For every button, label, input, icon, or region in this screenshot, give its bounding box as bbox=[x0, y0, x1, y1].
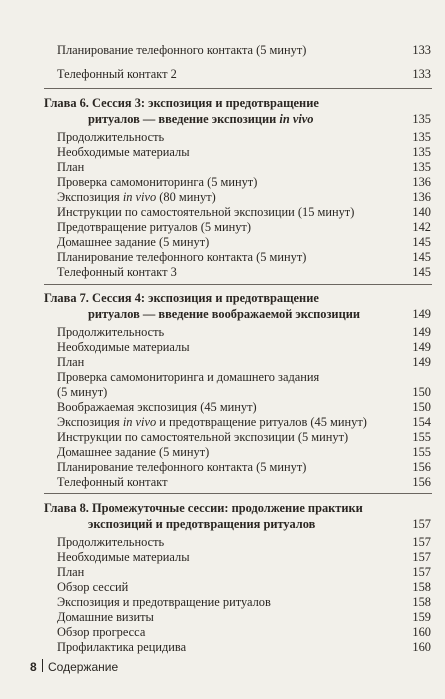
toc-entry-page: 145 bbox=[412, 235, 431, 249]
toc-entry-label: Домашнее задание (5 минут) bbox=[57, 235, 210, 249]
chapter-page: 149 bbox=[412, 307, 431, 321]
toc-entry-label: Обзор сессий bbox=[57, 580, 129, 594]
chapter-page: 157 bbox=[412, 517, 431, 531]
toc-entry-label: Телефонный контакт 2 bbox=[57, 67, 177, 81]
toc-entry-label: Планирование телефонного контакта (5 минут) bbox=[57, 43, 307, 57]
toc-entry-page: 157 bbox=[412, 550, 431, 564]
toc-entry-label: Экспозиция in vivo и предотвращение ритуалов (45 минут) bbox=[57, 415, 367, 429]
toc-entry-page: 142 bbox=[412, 220, 431, 234]
toc-entry-label: Инструкции по самостоятельной экспозиции (15 минут) bbox=[57, 205, 355, 219]
toc-entry-label: Профилактика рецидива bbox=[57, 640, 187, 654]
toc-entry-label: Телефонный контакт 3 bbox=[57, 265, 177, 279]
section-divider bbox=[44, 88, 432, 89]
toc-entry-label: Необходимые материалы bbox=[57, 550, 190, 564]
footer-divider bbox=[42, 659, 43, 672]
running-footer: Содержание bbox=[48, 660, 119, 674]
toc-entry-label: План bbox=[57, 355, 85, 369]
toc-entry-page: 136 bbox=[412, 190, 431, 204]
section-divider bbox=[44, 493, 432, 494]
toc-entry-page: 157 bbox=[412, 565, 431, 579]
toc-entry-label: Воображаемая экспозиция (45 минут) bbox=[57, 400, 257, 414]
toc-entry-page: 135 bbox=[412, 145, 431, 159]
toc-entry-page: 150 bbox=[412, 400, 431, 414]
toc-entry-label: Инструкции по самостоятельной экспозиции (5 минут) bbox=[57, 430, 349, 444]
toc-entry-page: 159 bbox=[412, 610, 431, 624]
toc-entry-page: 133 bbox=[412, 67, 431, 81]
toc-entry-page: 140 bbox=[412, 205, 431, 219]
toc-entry-page: 160 bbox=[412, 640, 431, 654]
toc-entry-page: 158 bbox=[412, 595, 431, 609]
chapter-title: Глава 7. Сессия 4: экспозиция и предотвращение bbox=[44, 291, 319, 305]
toc-entry-page: 156 bbox=[412, 475, 431, 489]
toc-entry-page: 157 bbox=[412, 535, 431, 549]
toc-entry-page: 145 bbox=[412, 250, 431, 264]
toc-entry-label: Планирование телефонного контакта (5 минут) bbox=[57, 250, 307, 264]
chapter-title: ритуалов — введение экспозиции in vivo bbox=[88, 112, 314, 126]
page-number: 8 bbox=[30, 660, 37, 674]
toc-entry-label: Продолжительность bbox=[57, 130, 165, 144]
toc-entry-label: План bbox=[57, 160, 85, 174]
toc-entry-page: 135 bbox=[412, 130, 431, 144]
toc-entry-label: Проверка самомониторинга и домашнего задания bbox=[57, 370, 320, 384]
chapter-title: ритуалов — введение воображаемой экспозиции bbox=[88, 307, 360, 321]
toc-entry-label: Обзор прогресса bbox=[57, 625, 146, 639]
toc-entry-label: План bbox=[57, 565, 85, 579]
toc-entry-label: Продолжительность bbox=[57, 325, 165, 339]
toc-entry-page: 149 bbox=[412, 355, 431, 369]
toc-entry-page: 136 bbox=[412, 175, 431, 189]
chapter-page: 135 bbox=[412, 112, 431, 126]
toc-entry-label: Необходимые материалы bbox=[57, 145, 190, 159]
toc-entry-label: (5 минут) bbox=[57, 385, 108, 399]
toc-entry-label: Телефонный контакт bbox=[57, 475, 168, 489]
toc-entry-page: 149 bbox=[412, 340, 431, 354]
toc-entry-page: 154 bbox=[412, 415, 431, 429]
toc-entry-page: 155 bbox=[412, 430, 431, 444]
toc-entry-page: 145 bbox=[412, 265, 431, 279]
toc-entry-label: Домашние визиты bbox=[57, 610, 154, 624]
section-divider bbox=[44, 284, 432, 285]
toc-entry-page: 149 bbox=[412, 325, 431, 339]
toc-entry-label: Предотвращение ритуалов (5 минут) bbox=[57, 220, 251, 234]
toc-entry-label: Проверка самомониторинга (5 минут) bbox=[57, 175, 258, 189]
chapter-title: Глава 8. Промежуточные сессии: продолжение практики bbox=[44, 501, 363, 515]
toc-entry-label: Экспозиция in vivo (80 минут) bbox=[57, 190, 216, 204]
toc-entry-page: 133 bbox=[412, 43, 431, 57]
toc-entry-label: Продолжительность bbox=[57, 535, 165, 549]
toc-entry-page: 156 bbox=[412, 460, 431, 474]
toc-entry-page: 158 bbox=[412, 580, 431, 594]
toc-entry-page: 135 bbox=[412, 160, 431, 174]
toc-entry-page: 160 bbox=[412, 625, 431, 639]
toc-entry-page: 155 bbox=[412, 445, 431, 459]
toc-entry-label: Домашнее задание (5 минут) bbox=[57, 445, 210, 459]
toc-entry-label: Экспозиция и предотвращение ритуалов bbox=[57, 595, 271, 609]
chapter-title: экспозиций и предотвращения ритуалов bbox=[88, 517, 316, 531]
toc-entry-page: 150 bbox=[412, 385, 431, 399]
toc-entry-label: Необходимые материалы bbox=[57, 340, 190, 354]
toc-entry-label: Планирование телефонного контакта (5 минут) bbox=[57, 460, 307, 474]
chapter-title: Глава 6. Сессия 3: экспозиция и предотвращение bbox=[44, 96, 319, 110]
